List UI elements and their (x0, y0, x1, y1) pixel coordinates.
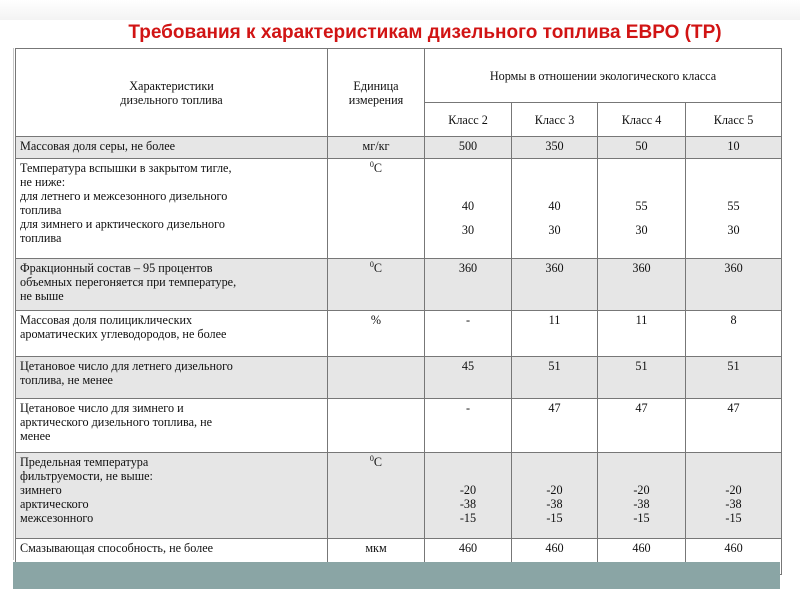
row-value-class-3: 47 (512, 399, 598, 453)
row-value-class-2 (425, 159, 512, 259)
table-row (16, 357, 782, 399)
row-label (16, 357, 328, 399)
row-label-line: для зимнего и арктического дизельного (20, 217, 225, 231)
value-line: 30 (548, 223, 561, 237)
row-label: Массовая доля серы, не более (16, 137, 328, 159)
row-unit-text: С (373, 455, 383, 469)
row-label-line: объемных перегоняется при температуре, (20, 275, 237, 289)
header-class-5: Класс 5 (686, 103, 782, 137)
value-line: -15 (633, 511, 650, 525)
row-label: Смазывающая способность, не более (16, 539, 328, 575)
row-label-line: фильтруемости, не выше: (20, 469, 153, 483)
row-label-line: ароматических углеводородов, не более (20, 327, 227, 341)
row-label-line: топлива (20, 231, 62, 245)
table-row (16, 159, 782, 259)
row-value-class-4: 360 (598, 259, 686, 311)
row-value-class-5 (686, 159, 782, 259)
value-line: -15 (546, 511, 563, 525)
slide-title: Требования к характеристикам дизельного топлива ЕВРО (ТР) (128, 22, 722, 43)
value-line: 30 (635, 223, 648, 237)
row-value-class-3 (512, 453, 598, 539)
row-label-line: топлива (20, 203, 62, 217)
header-unit-line1: Единица (353, 78, 399, 93)
row-unit: мкм (328, 539, 425, 575)
row-value-class-3: 51 (512, 357, 598, 399)
row-unit (328, 357, 425, 399)
row-value-class-4: 11 (598, 311, 686, 357)
value-line: 40 (548, 199, 561, 213)
row-label (16, 259, 328, 311)
table-panel (13, 48, 781, 560)
row-unit: % (328, 311, 425, 357)
value-line: 30 (461, 223, 475, 237)
value-line: -15 (459, 511, 477, 525)
row-value-class-3: 460 (512, 539, 598, 575)
header-characteristic-line1: Характеристики (129, 78, 214, 93)
row-label (16, 399, 328, 453)
row-unit (328, 159, 425, 259)
row-value-class-5: 10 (686, 137, 782, 159)
diesel-requirements-table (15, 48, 782, 575)
row-value-class-2: - (425, 399, 512, 453)
row-label-line: арктического (20, 497, 89, 511)
header-norms: Нормы в отношении экологического класса (425, 49, 782, 103)
row-value-class-2: - (425, 311, 512, 357)
row-value-class-5: 51 (686, 357, 782, 399)
row-value-class-3: 350 (512, 137, 598, 159)
row-unit (328, 399, 425, 453)
row-value-class-3: 360 (512, 259, 598, 311)
row-label-line: не ниже: (20, 175, 66, 189)
row-unit-text: С (373, 261, 383, 275)
row-value-class-5: 47 (686, 399, 782, 453)
header-characteristic-line2: дизельного топлива (120, 92, 223, 107)
table-row (16, 453, 782, 539)
value-line: -20 (725, 483, 742, 497)
row-value-class-3: 11 (512, 311, 598, 357)
value-line: -38 (546, 497, 563, 511)
degree-superscript: 0 (369, 160, 374, 169)
row-label-line: менее (20, 429, 51, 443)
row-label (16, 159, 328, 259)
row-value-class-2: 460 (425, 539, 512, 575)
row-label-line: Предельная температура (20, 455, 149, 469)
header-characteristic (16, 49, 328, 137)
header-unit-line2: измерения (348, 92, 404, 107)
table-row (16, 137, 782, 159)
table-row (16, 399, 782, 453)
value-line: -38 (633, 497, 650, 511)
row-value-class-5 (686, 453, 782, 539)
row-label-line: Цетановое число для зимнего и (20, 401, 184, 415)
row-value-class-4 (598, 453, 686, 539)
degree-superscript: 0 (369, 260, 374, 269)
row-label-line: Фракционный состав – 95 процентов (20, 261, 213, 275)
header-class-2: Класс 2 (425, 103, 512, 137)
row-value-class-4: 460 (598, 539, 686, 575)
row-value-class-2: 500 (425, 137, 512, 159)
header-class-4: Класс 4 (598, 103, 686, 137)
value-line: -38 (725, 497, 742, 511)
row-value-class-2: 360 (425, 259, 512, 311)
header-unit (328, 49, 425, 137)
row-label-line: зимнего (20, 483, 62, 497)
value-line: -20 (546, 483, 563, 497)
table-row (16, 311, 782, 357)
value-line: 30 (727, 223, 740, 237)
row-value-class-4: 51 (598, 357, 686, 399)
value-line: -20 (459, 483, 477, 497)
value-line: -15 (725, 511, 742, 525)
row-label-line: межсезонного (20, 511, 94, 525)
value-line: 55 (727, 199, 740, 213)
row-label-line: Массовая доля полициклических (20, 313, 193, 327)
slide-top-frame (0, 0, 800, 20)
value-line: -20 (633, 483, 650, 497)
value-line: 55 (635, 199, 648, 213)
value-line: 40 (461, 199, 475, 213)
row-label-line: для летнего и межсезонного дизельного (20, 189, 228, 203)
row-unit: мг/кг (328, 137, 425, 159)
row-label (16, 311, 328, 357)
row-label-line: арктического дизельного топлива, не (20, 415, 213, 429)
row-value-class-5: 460 (686, 539, 782, 575)
row-value-class-2 (425, 453, 512, 539)
header-row-1 (16, 49, 782, 103)
row-unit (328, 453, 425, 539)
row-label-line: Цетановое число для летнего дизельного (20, 359, 233, 373)
row-label (16, 453, 328, 539)
row-label-line: Температура вспышки в закрытом тигле, (20, 161, 232, 175)
table-row (16, 259, 782, 311)
row-value-class-5: 360 (686, 259, 782, 311)
row-label-line: не выше (20, 289, 64, 303)
row-label-line: топлива, не менее (20, 373, 113, 387)
row-value-class-2: 45 (425, 357, 512, 399)
row-value-class-5: 8 (686, 311, 782, 357)
row-value-class-3 (512, 159, 598, 259)
slide-bottom-band (13, 562, 780, 589)
row-value-class-4: 47 (598, 399, 686, 453)
row-value-class-4 (598, 159, 686, 259)
row-unit-text: С (373, 161, 383, 175)
row-unit (328, 259, 425, 311)
row-value-class-4: 50 (598, 137, 686, 159)
degree-superscript: 0 (369, 454, 374, 463)
header-class-3: Класс 3 (512, 103, 598, 137)
value-line: -38 (459, 497, 477, 511)
